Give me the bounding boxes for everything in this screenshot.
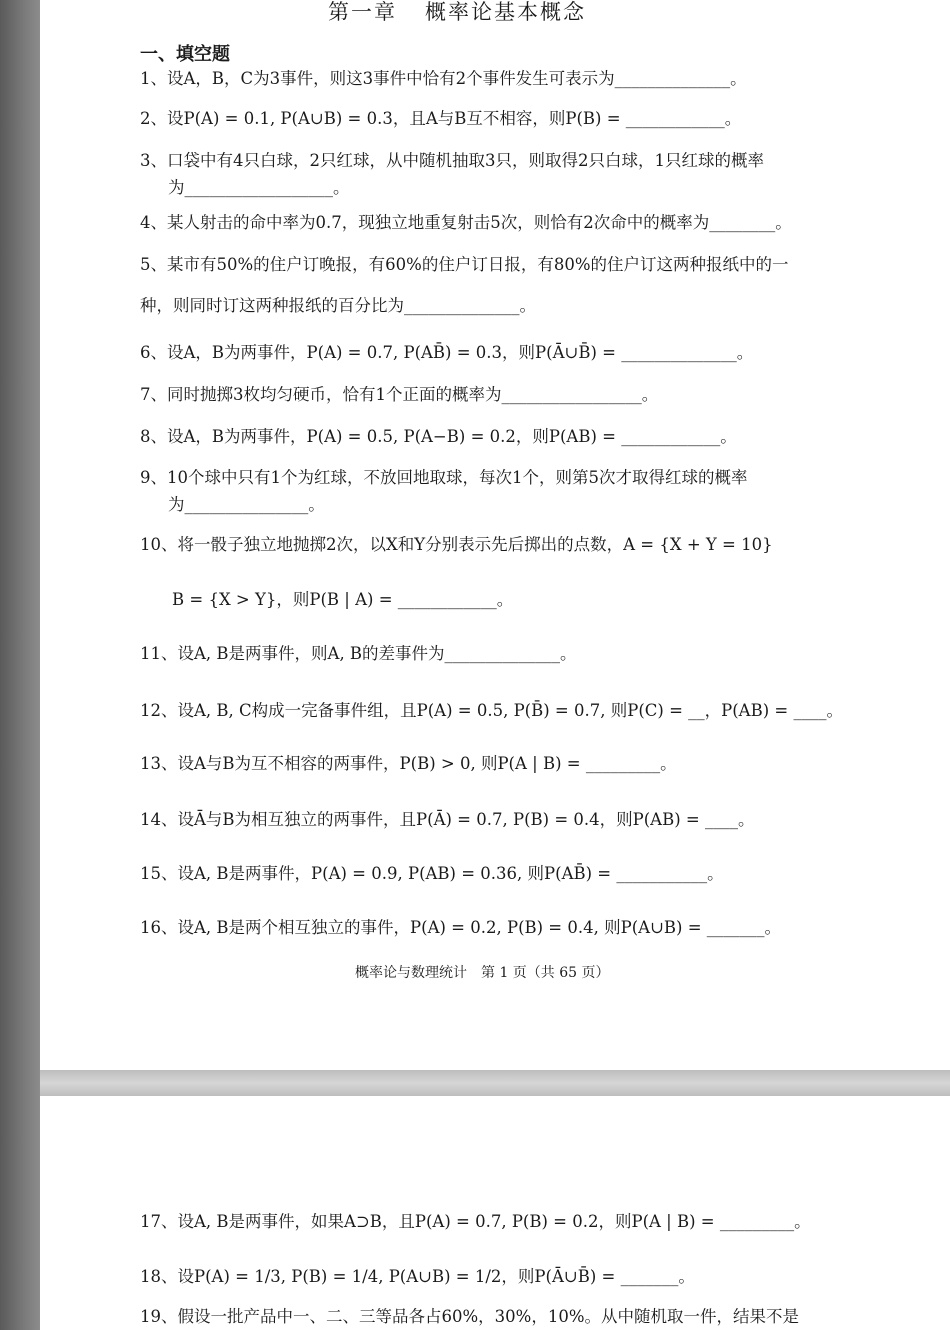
question-19: 19、假设一批产品中一、二、三等品各占60%，30%，10%。从中随机取一件，结果不是 bbox=[140, 1307, 800, 1326]
page-footer bbox=[355, 962, 610, 982]
document-page-2 bbox=[40, 1096, 950, 1330]
footer-page-number: 第 1 页（共 65 页） bbox=[481, 965, 610, 981]
document-page-1 bbox=[40, 0, 950, 1070]
section-heading: 一、填空题 bbox=[140, 44, 230, 65]
question-9-cont: 为_______________。 bbox=[168, 495, 325, 514]
question-17: 17、设A, B是两事件，如果A⊃B，且P(A) = 0.7, P(B) = 0.2，则P(A | B) = _________。 bbox=[140, 1212, 811, 1231]
question-11: 11、设A, B是两事件，则A, B的差事件为______________。 bbox=[140, 644, 577, 663]
question-4: 4、某人射击的命中率为0.7，现独立地重复射击5次，则恰有2次命中的概率为________。 bbox=[140, 213, 792, 232]
question-3: 3、口袋中有4只白球，2只红球，从中随机抽取3只，则取得2只白球，1只红球的概率 bbox=[140, 151, 764, 170]
question-13: 13、设A与B为互不相容的两事件，P(B) > 0, 则P(A | B) = _________。 bbox=[140, 754, 677, 773]
question-10-cont: B = {X > Y}，则P(B | A) = ____________。 bbox=[172, 590, 514, 609]
question-10: 10、将一骰子独立地抛掷2次，以X和Y分别表示先后掷出的点数，A = {X + Y = 10} bbox=[140, 535, 773, 554]
chapter-title: 概率论基本概念 bbox=[425, 0, 586, 24]
question-8: 8、设A，B为两事件，P(A) = 0.5, P(A−B) = 0.2，则P(AB) = ____________。 bbox=[140, 427, 737, 446]
question-5: 5、某市有50%的住户订晚报，有60%的住户订日报，有80%的住户订这两种报纸中的一 bbox=[140, 255, 789, 274]
question-18: 18、设P(A) = 1/3, P(B) = 1/4, P(A∪B) = 1/2，则P(Ā∪B̄) = _______。 bbox=[140, 1267, 695, 1286]
question-2: 2、设P(A) = 0.1, P(A∪B) = 0.3，且A与B互不相容，则P(B) = ____________。 bbox=[140, 109, 742, 128]
chapter-number: 第一章 bbox=[328, 0, 397, 24]
footer-book-title: 概率论与数理统计 bbox=[355, 965, 467, 981]
question-9: 9、10个球中只有1个为红球，不放回地取球，每次1个，则第5次才取得红球的概率 bbox=[140, 468, 748, 487]
chapter-heading bbox=[328, 0, 586, 24]
question-15: 15、设A, B是两事件，P(A) = 0.9, P(AB) = 0.36, 则P(AB̄) = ___________。 bbox=[140, 864, 724, 883]
question-14: 14、设Ā与B为相互独立的两事件，且P(Ā) = 0.7, P(B) = 0.4，则P(AB) = ____。 bbox=[140, 810, 755, 829]
question-16: 16、设A, B是两个相互独立的事件，P(A) = 0.2, P(B) = 0.4, 则P(A∪B) = _______。 bbox=[140, 918, 782, 937]
question-7: 7、同时抛掷3枚均匀硬币，恰有1个正面的概率为_________________。 bbox=[140, 385, 659, 404]
viewer-left-margin bbox=[0, 0, 40, 1330]
question-3-cont: 为__________________。 bbox=[168, 178, 350, 197]
question-1: 1、设A，B，C为3事件，则这3事件中恰有2个事件发生可表示为______________。 bbox=[140, 69, 747, 88]
question-6: 6、设A，B为两事件，P(A) = 0.7, P(AB̄) = 0.3，则P(Ā∪B̄) = ______________。 bbox=[140, 343, 754, 362]
page-separator bbox=[40, 1070, 950, 1096]
question-12: 12、设A, B, C构成一完备事件组，且P(A) = 0.5, P(B̄) = 0.7, 则P(C) = __，P(AB) = ____。 bbox=[140, 701, 843, 720]
question-5-cont: 种，则同时订这两种报纸的百分比为______________。 bbox=[140, 296, 536, 315]
